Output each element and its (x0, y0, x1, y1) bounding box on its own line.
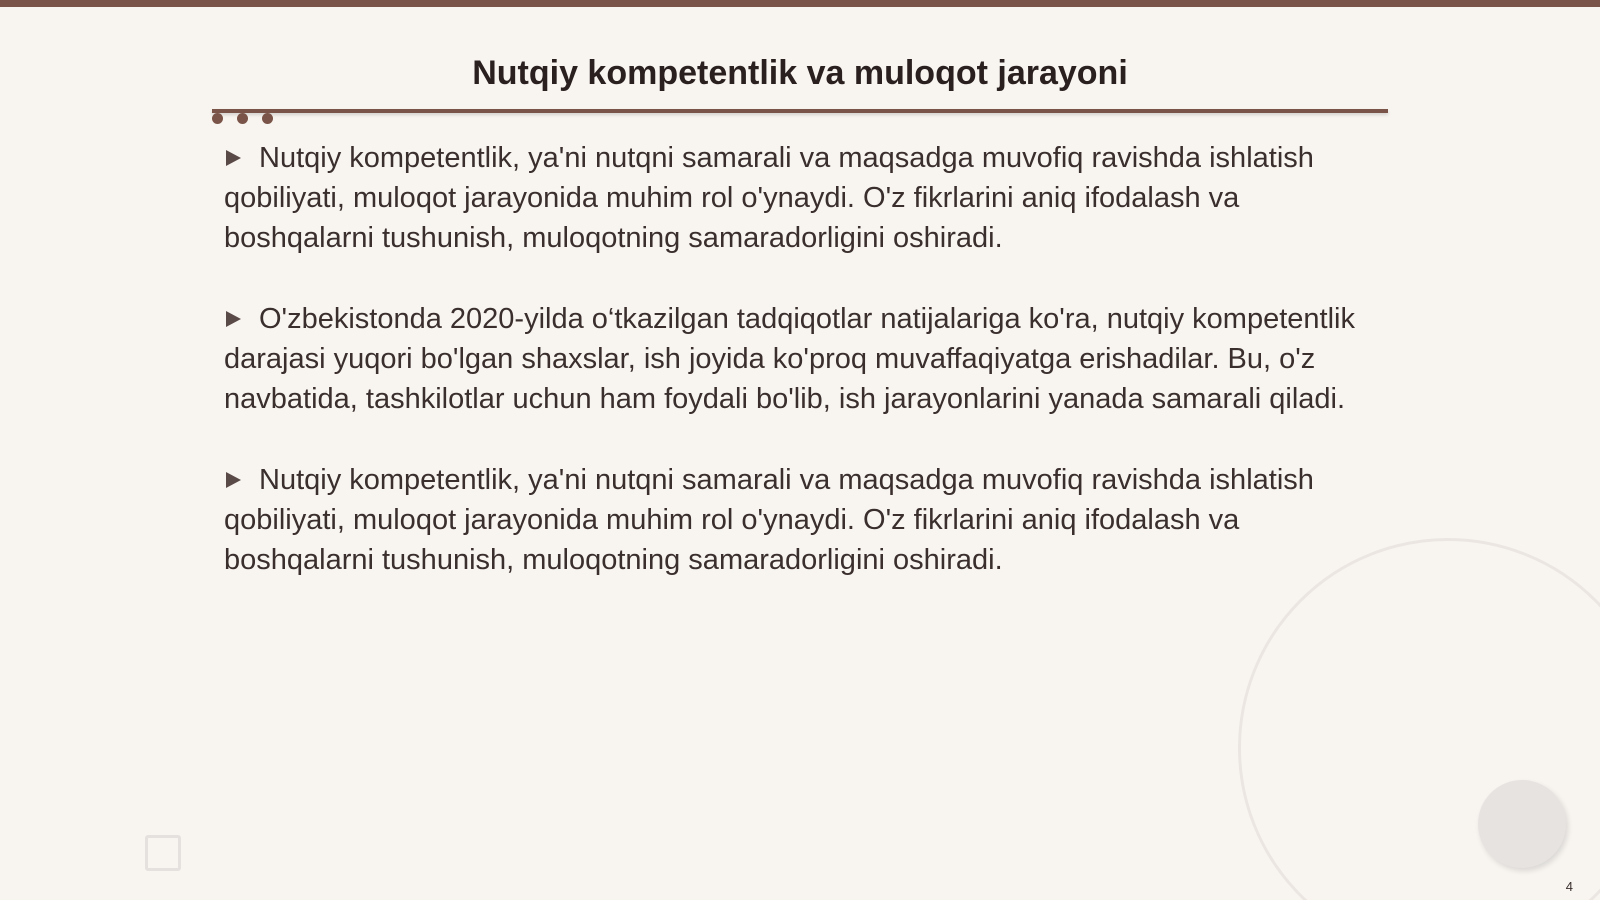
top-accent-bar (0, 0, 1600, 7)
bullet-text-2: O'zbekistonda 2020-yilda o‘tkazilgan tadqiqotlar natijalariga ko'ra, nutqiy kompetentlik darajasi yuqori bo'lgan shaxslar, ish joyida ko'proq muvaffaqiyatga erishadilar. Bu, o'z navbatida, tashkilotlar uchun ham foydali bo'lib, ish jarayonlarini yanada samarali qiladi. (224, 303, 1355, 415)
dot-2 (237, 113, 248, 124)
bullet-text-3: Nutqiy kompetentlik, ya'ni nutqni samarali va maqsadga muvofiq ravishda ishlatish qobiliyati, muloqot jarayonida muhim rol o'ynaydi. O'z fikrlarini aniq ifodalash va boshqalarni tushunish, muloqotning samaradorligini oshiradi. (224, 464, 1314, 576)
decorative-dots (212, 113, 282, 125)
bullet-text-1: Nutqiy kompetentlik, ya'ni nutqni samarali va maqsadga muvofiq ravishda ishlatish qobiliyati, muloqot jarayonida muhim rol o'ynaydi. O'z fikrlarini aniq ifodalash va boshqalarni tushunish, muloqotning samaradorligini oshiradi. (224, 142, 1314, 254)
bullet-paragraph-1 (224, 138, 1384, 258)
dot-3 (262, 113, 273, 124)
dot-1 (212, 113, 223, 124)
slide-body (224, 138, 1384, 621)
triangle-right-icon (226, 150, 241, 166)
slide-title: Nutqiy kompetentlik va muloqot jarayoni (472, 54, 1128, 92)
decorative-circle-filled (1478, 780, 1566, 868)
triangle-right-icon (226, 472, 241, 488)
page-number: 4 (1565, 879, 1573, 894)
triangle-right-icon (226, 311, 241, 327)
bullet-paragraph-3 (224, 460, 1384, 580)
bullet-paragraph-2 (224, 299, 1384, 419)
title-underline (212, 109, 1388, 113)
decorative-square (145, 835, 181, 871)
